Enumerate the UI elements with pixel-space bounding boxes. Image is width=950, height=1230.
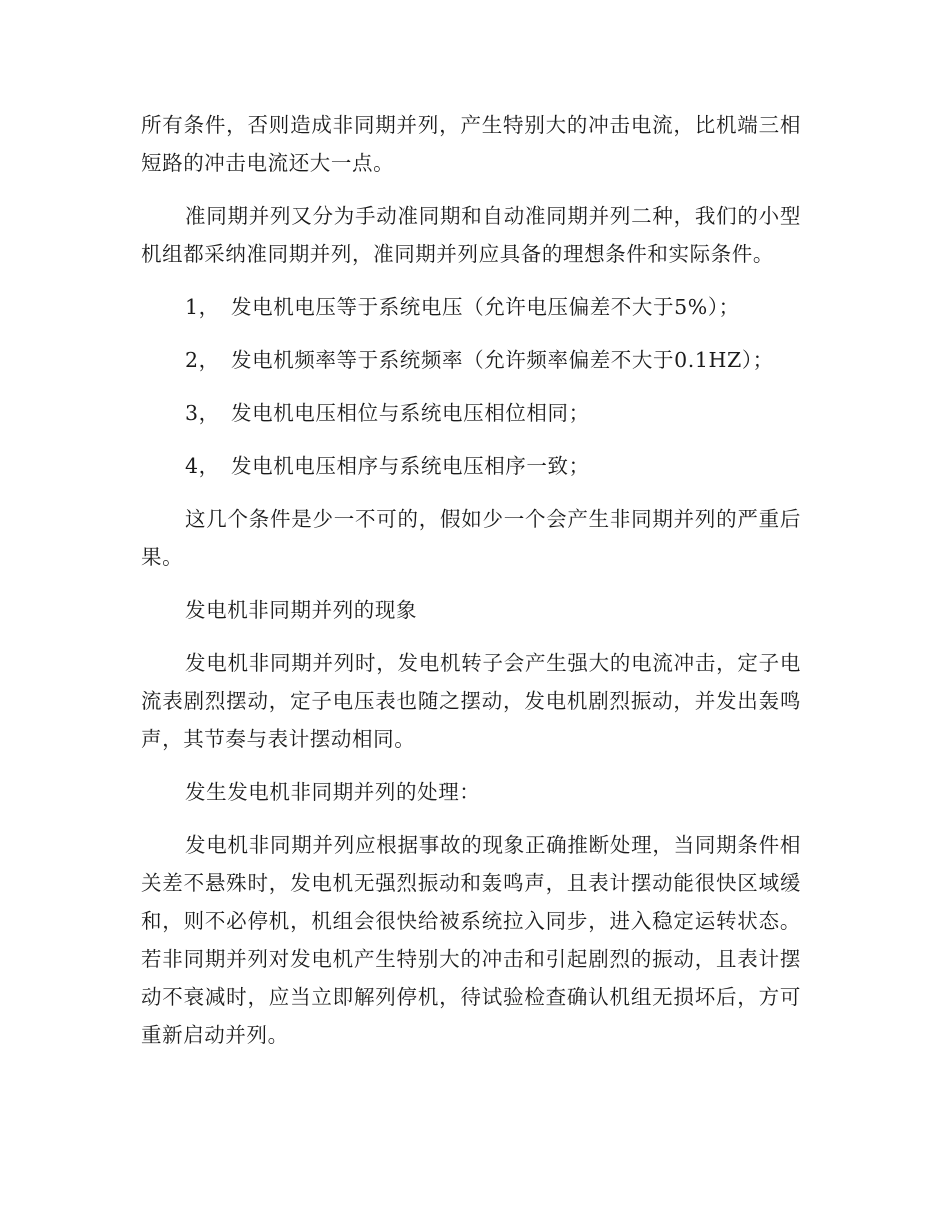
condition-text: 发电机电压相序与系统电压相序一致； <box>231 454 590 478</box>
document-body <box>141 106 801 1069</box>
section-heading-phenomenon: 发电机非同期并列的现象 <box>185 598 418 622</box>
condition-item-2 <box>141 341 801 379</box>
paragraph-phenomenon: 发电机非同期并列时，发电机转子会产生强大的电流冲击，定子电流表剧烈摆动，定子电压表也随之摆动，发电机剧烈振动，并发出轰鸣声，其节奏与表计摆动相同。 <box>141 651 801 751</box>
condition-number: 3， <box>185 401 220 425</box>
paragraph-quasi-sync-intro: 准同期并列又分为手动准同期和自动准同期并列二种，我们的小型机组都采纳准同期并列，准同期并列应具备的理想条件和实际条件。 <box>141 204 801 266</box>
condition-item-4 <box>141 447 801 485</box>
condition-number: 2， <box>185 348 220 372</box>
paragraph-handling: 发电机非同期并列应根据事故的现象正确推断处理，当同期条件相关差不悬殊时，发电机无强烈振动和轰鸣声，且表计摆动能很快区域缓和，则不必停机，机组会很快给被系统拉入同步，进入稳定运转状态。若非同期并列对发电机产生特别大的冲击和引起剧烈的振动，且表计摆动不衰减时，应当立即解列停机，待试验检查确认机组无损坏后，方可重新启动并列。 <box>141 833 801 1047</box>
paragraph-conditions-summary: 这几个条件是少一不可的，假如少一个会产生非同期并列的严重后果。 <box>141 507 801 569</box>
condition-number: 4， <box>185 454 220 478</box>
condition-item-3 <box>141 394 801 432</box>
condition-text: 发电机电压相位与系统电压相位相同； <box>231 401 590 425</box>
condition-item-1 <box>141 288 801 326</box>
paragraph-continuation: 所有条件，否则造成非同期并列，产生特别大的冲击电流，比机端三相短路的冲击电流还大一点。 <box>141 113 801 175</box>
condition-number: 1， <box>185 295 220 319</box>
condition-text: 发电机频率等于系统频率（允许频率偏差不大于0.1HZ）； <box>231 348 774 372</box>
condition-text: 发电机电压等于系统电压（允许电压偏差不大于5%）； <box>231 295 740 319</box>
section-heading-handling: 发生发电机非同期并列的处理： <box>185 780 481 804</box>
